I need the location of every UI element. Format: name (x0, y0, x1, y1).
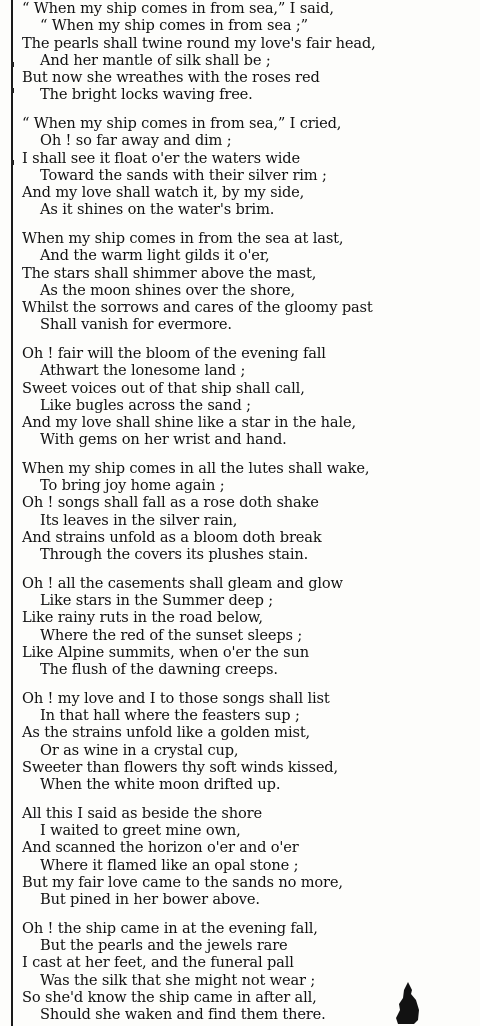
poem-line: And strains unfold as a bloom doth break (22, 529, 322, 547)
poem-line: “ When my ship comes in from sea,” I said, (22, 0, 334, 17)
poem-body (22, 0, 478, 1026)
poem-line: Toward the sands with their silver rim ; (40, 166, 327, 184)
poem-line: Was the silk that she might not wear ; (40, 971, 316, 989)
poem-line: Whilst the sorrows and cares of the gloomy past (22, 299, 373, 317)
poem-line: I waited to greet mine own, (40, 822, 241, 840)
stanza (22, 805, 478, 909)
poem-line: As it shines on the water's brim. (40, 201, 275, 219)
stanza (22, 575, 478, 679)
poem-line: “ When my ship comes in from sea,” I cried, (22, 114, 342, 132)
poem-line: Oh ! the ship came in at the evening fall, (22, 919, 318, 937)
poem-line: Sweeter than flowers thy soft winds kissed, (22, 759, 338, 776)
poem-line: And her mantle of silk shall be ; (40, 51, 271, 69)
poem-line: But pined in her bower above. (40, 891, 260, 909)
poem-line: But the pearls and the jewels rare (40, 937, 288, 955)
poem-line: Like Alpine summits, when o'er the sun (22, 644, 309, 662)
poem-line: As the strains unfold like a golden mist, (22, 724, 311, 742)
poem-line: I cast at her feet, and the funeral pall (22, 954, 294, 972)
stanza (22, 460, 478, 564)
poem-line: And scanned the horizon o'er and o'er (22, 839, 299, 857)
poem-line: So she'd know the ship came in after all, (22, 988, 317, 1006)
poem-line: Oh ! so far away and dim ; (40, 132, 232, 150)
poem-line: Should she waken and find them there. (40, 1006, 326, 1024)
poem-line: In that hall where the feasters sup ; (40, 707, 300, 725)
poem-line: With gems on her wrist and hand. (40, 431, 287, 449)
rule-tick (11, 160, 14, 165)
rule-tick (11, 62, 14, 67)
ink-blot-mark (394, 980, 420, 1024)
poem-line: Through the covers its plushes stain. (40, 546, 309, 564)
poem-line: Like stars in the Summer deep ; (40, 592, 274, 610)
poem-line: Its leaves in the silver rain, (40, 511, 238, 529)
stanza (22, 345, 478, 449)
poem-line: Oh ! songs shall fall as a rose doth shake (22, 494, 319, 512)
poem-line: As the moon shines over the shore, (40, 281, 296, 299)
poem-line: All this I said as beside the shore (22, 804, 262, 822)
poem-line: Where the red of the sunset sleeps ; (40, 626, 303, 644)
poem-line: And my love shall watch it, by my side, (22, 184, 305, 202)
poem-line: Oh ! my love and I to those songs shall list (22, 689, 330, 707)
poem-line: The flush of the dawning creeps. (40, 661, 278, 679)
poem-line: When my ship comes in all the lutes shall wake, (22, 459, 370, 477)
poem-line: Sweet voices out of that ship shall call, (22, 379, 305, 397)
poem-line: But now she wreathes with the roses red (22, 69, 320, 87)
stanza (22, 230, 478, 334)
poem-line: Like rainy ruts in the road below, (22, 609, 263, 627)
poem-line: To bring joy home again ; (40, 477, 225, 495)
poem-line: Or as wine in a crystal cup, (40, 741, 239, 759)
poem-line: “ When my ship comes in from sea ;” (40, 17, 308, 35)
poem-line: Shall vanish for evermore. (40, 316, 232, 334)
poem-line: Like bugles across the sand ; (40, 396, 251, 414)
poem-line: The bright locks waving free. (40, 86, 253, 104)
rule-tick (11, 88, 14, 93)
poem-line: I shall see it float o'er the waters wide (22, 149, 300, 167)
poem-line: But my fair love came to the sands no more, (22, 873, 343, 891)
column-rule (11, 0, 13, 1026)
poem-line: When my ship comes in from the sea at last, (22, 229, 344, 247)
poem-line: When the white moon drifted up. (40, 776, 281, 794)
poem-line: Athwart the lonesome land ; (40, 362, 246, 380)
poem-line: And the warm light gilds it o'er, (40, 247, 270, 265)
poem-line: Oh ! all the casements shall gleam and glow (22, 574, 343, 592)
poem-line: The stars shall shimmer above the mast, (22, 264, 317, 282)
poem-line: Where it flamed like an opal stone ; (40, 856, 299, 874)
poem-line: And my love shall shine like a star in the hale, (22, 414, 356, 432)
stanza (22, 690, 478, 794)
poem-line: Oh ! fair will the bloom of the evening fall (22, 344, 326, 362)
poem-line: The pearls shall twine round my love's fair head, (22, 34, 376, 52)
stanza (22, 115, 478, 219)
stanza (22, 0, 478, 104)
